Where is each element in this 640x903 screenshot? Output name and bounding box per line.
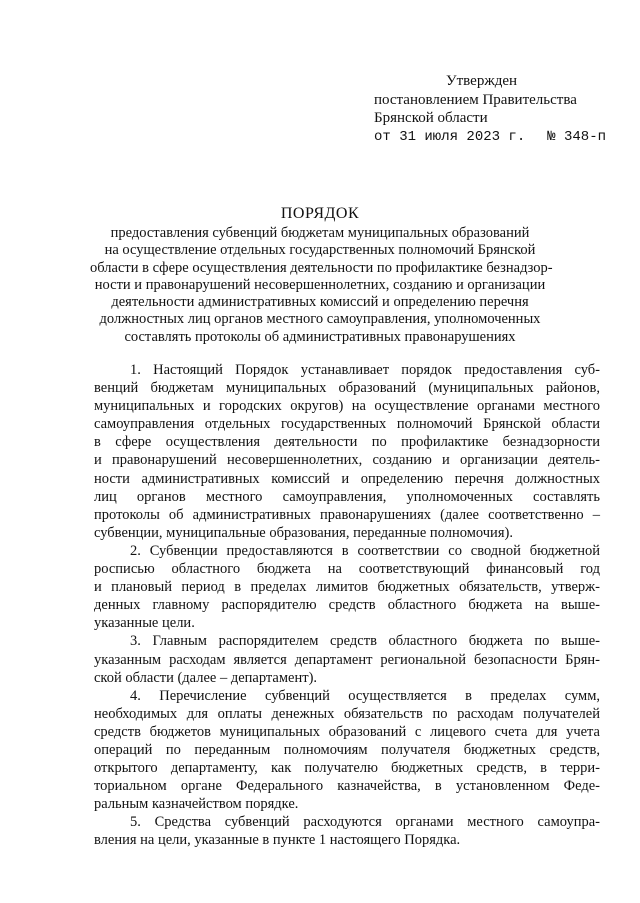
- paragraph-line: необходимых для оплаты денежных обязательств по расходам получателей: [94, 705, 600, 722]
- paragraph-line: ности административных комиссий и определению перечня должностных: [94, 470, 600, 487]
- paragraph-line: открытого департаменту, как получателю бюджетных средств, в терри-: [94, 760, 600, 777]
- paragraph-line: операций по переданным полномочиям получателя бюджетных средств,: [94, 741, 600, 758]
- subtitle-line: области в сфере осуществления деятельности по профилактике безнадзор-: [90, 259, 553, 276]
- subtitle-line: предоставления субвенций бюджетам муниципальных образований: [110, 225, 530, 241]
- paragraph-line: ской области (далее – департамент).: [94, 669, 318, 686]
- subtitle-line: ности и правонарушений несовершеннолетних, созданию и организации: [94, 276, 546, 293]
- paragraph-line: муниципальных и городских округов) на осуществление органами местного: [94, 398, 600, 415]
- paragraph-line: в сфере осуществления деятельности по профилактике безнадзорности: [94, 434, 600, 451]
- paragraph-line: 3. Главным распорядителем средств областного бюджета по выше-: [130, 633, 600, 650]
- paragraph-line: 5. Средства субвенций расходуются органами местного самоупра-: [130, 814, 600, 831]
- subtitle-line: на осуществление отдельных государственных полномочий Брянской: [104, 242, 536, 259]
- paragraph-line: протоколы об административных правонарушениях (далее соответственно –: [94, 506, 600, 523]
- subtitle-line: должностных лиц органов местного самоуправления, уполномоченных: [99, 311, 541, 328]
- paragraph-line: указанные цели.: [94, 615, 195, 632]
- approval-stamp: [374, 72, 624, 146]
- paragraph-line: ториальном органе Федерального казначейства, в установленном Феде-: [94, 778, 600, 795]
- approval-date: от 31 июля 2023 г.: [374, 128, 526, 145]
- paragraph-line: лиц органов местного самоуправления, уполномоченных составлять: [94, 488, 600, 505]
- paragraph-line: ральным казначейством порядке.: [94, 796, 299, 813]
- paragraph-1: [94, 361, 600, 542]
- approval-region: Брянской области: [374, 110, 488, 126]
- document-body: [94, 361, 600, 850]
- subtitle-line: деятельности административных комиссий и определению перечня: [111, 294, 529, 311]
- paragraph-4: [94, 687, 600, 814]
- paragraph-line: указанным расходам является департамент региональной безопасности Брян-: [94, 651, 600, 668]
- approval-number: № 348-п: [547, 128, 606, 145]
- paragraph-line: росписью областного бюджета на соответствующий финансовый год: [94, 561, 600, 578]
- paragraph-line: 4. Перечисление субвенций осуществляется в пределах сумм,: [130, 687, 600, 704]
- paragraph-line: и плановый период в пределах лимитов бюджетных обязательств, утверж-: [94, 579, 600, 596]
- document-title: ПОРЯДОК: [280, 205, 360, 222]
- paragraph-line: 1. Настоящий Порядок устанавливает порядок предоставления суб-: [130, 362, 600, 378]
- approval-resolution: постановлением Правительства: [374, 91, 577, 108]
- paragraph-line: самоуправления отдельных государственных полномочий Брянской области: [94, 416, 600, 433]
- paragraph-line: субвенции, муниципальные образования, переданные полномочия).: [94, 524, 513, 541]
- subtitle-line: составлять протоколы об административных правонарушениях: [124, 328, 516, 345]
- paragraph-line: венций бюджетам муниципальных образований (муниципальных районов,: [94, 380, 600, 397]
- paragraph-line: и правонарушений несовершеннолетних, созданию и организации деятель-: [94, 452, 600, 469]
- approval-date-line: [374, 128, 606, 147]
- paragraph-line: средств бюджетов муниципальных образований с лицевого счета для учета: [94, 723, 600, 740]
- paragraph-2: [94, 542, 600, 632]
- paragraph-3: [94, 632, 600, 686]
- paragraph-line: денных главному распорядителю средств областного бюджета на выше-: [94, 597, 600, 614]
- paragraph-line: 2. Субвенции предоставляются в соответствии со сводной бюджетной: [130, 542, 600, 559]
- paragraph-line: вления на цели, указанные в пункте 1 настоящего Порядка.: [94, 832, 461, 849]
- document-subtitle: [90, 225, 553, 346]
- paragraph-5: [94, 813, 600, 849]
- approval-approved: Утвержден: [446, 73, 518, 89]
